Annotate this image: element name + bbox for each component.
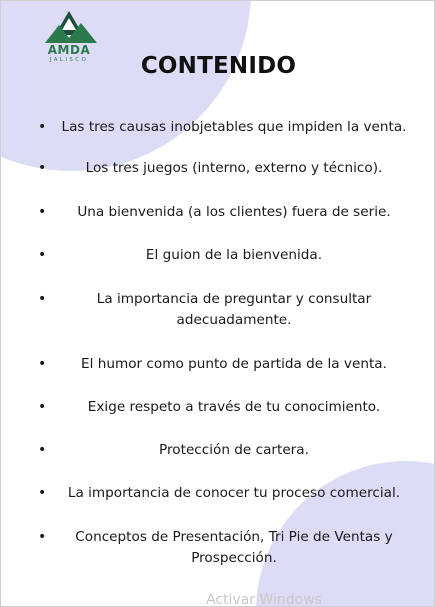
bullet-icon	[38, 397, 48, 418]
list-item-text: El guion de la bienvenida.	[145, 247, 323, 263]
bullet-icon	[38, 440, 48, 461]
bullet-icon	[38, 245, 48, 266]
list-item-text: Una bienvenida (a los clientes) fuera de serie.	[77, 204, 391, 220]
list-item-text: El humor como punto de partida de la venta.	[81, 356, 387, 372]
list-item-text: La importancia de preguntar y consultar adecuadamente.	[96, 291, 372, 328]
bullet-icon	[38, 354, 48, 375]
content-list	[1, 1, 435, 607]
bullet-icon	[38, 527, 48, 548]
page-title: CONTENIDO	[140, 53, 297, 79]
list-item-text: Conceptos de Presentación, Tri Pie de Ventas y Prospección.	[75, 529, 393, 566]
bullet-icon	[38, 483, 48, 504]
bullet-icon	[38, 117, 48, 138]
logo-text: AMDA	[47, 43, 91, 57]
list-item-text: Protección de cartera.	[159, 442, 309, 458]
list-item-text: La importancia de conocer tu proceso comercial.	[67, 485, 401, 501]
list-item-text: Los tres juegos (interno, externo y técnico).	[85, 160, 383, 176]
activation-watermark: Activar Windows	[206, 592, 322, 607]
logo-subtext: JALISCO	[49, 57, 89, 63]
list-item-text: Exige respeto a través de tu conocimiento.	[87, 399, 381, 415]
list-item-text: Las tres causas inobjetables que impiden la venta.	[61, 119, 407, 135]
bullet-icon	[38, 158, 48, 179]
bullet-icon	[38, 202, 48, 223]
bullet-icon	[38, 289, 48, 310]
